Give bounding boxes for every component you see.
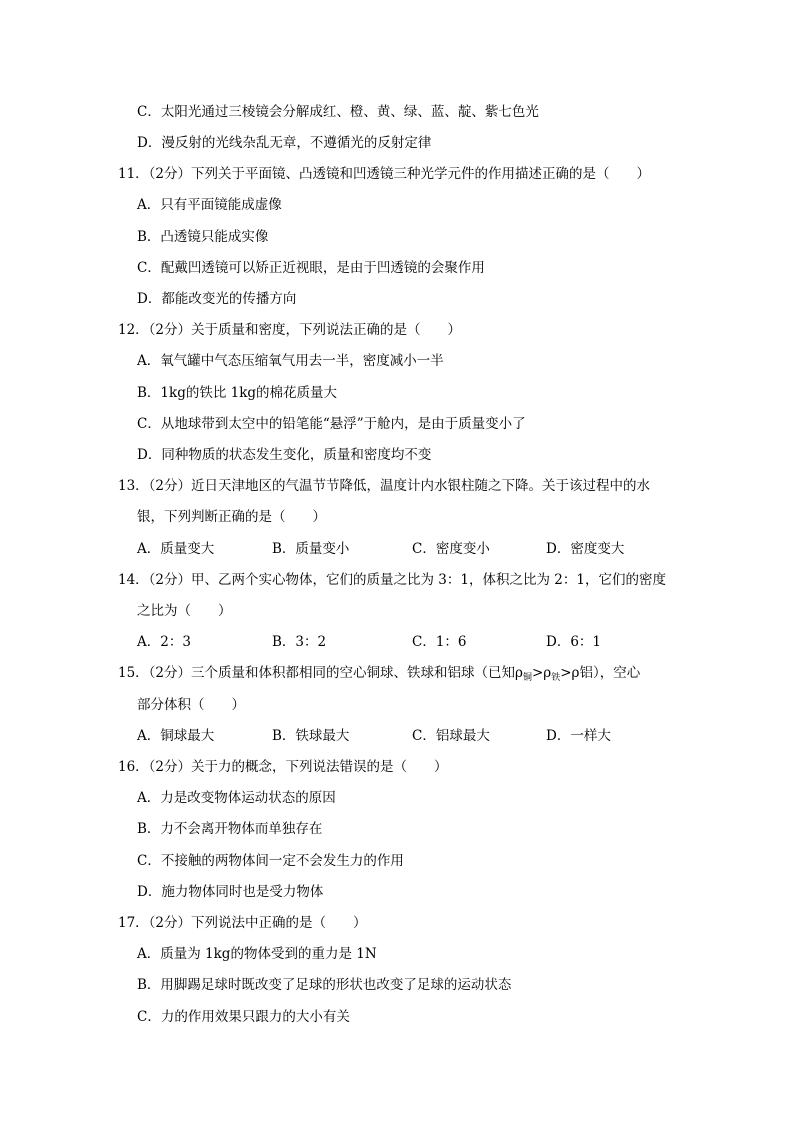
q15-stem-tail: ），空心 (592, 665, 641, 681)
q12-option-b: B．1kg的铁比 1kg的棉花质量大 (137, 385, 338, 401)
q16-option-c: C．不接触的两物体间一定不会发生力的作用 (137, 853, 404, 869)
rho-symbol: ρ (543, 665, 552, 681)
q13-stem-line2: 银，下列判断正确的是（ ） (137, 509, 326, 525)
q12-option-a: A．氧气罐中气态压缩氧气用去一半，密度减小一半 (137, 353, 444, 369)
q17-option-a: A．质量为 1kg的物体受到的重力是 1N (137, 946, 377, 962)
q10-option-d: D．漫反射的光线杂乱无章，不遵循光的反射定律 (137, 135, 432, 151)
q14-option-a: A．2：3 (137, 634, 191, 650)
greater-than: > (560, 665, 572, 681)
q12-option-d: D．同种物质的状态发生变化，质量和密度均不变 (137, 447, 432, 463)
q11-option-b: B．凸透镜只能成实像 (137, 229, 269, 245)
q13-stem-line1: 13．（2分）近日天津地区的气温节节降低，温度计内水银柱随之下降。关于该过程中的水 (118, 478, 651, 494)
q16-option-d: D．施力物体同时也是受力物体 (137, 884, 324, 900)
q15-stem-line1 (118, 664, 640, 687)
q12-stem: 12．（2分）关于质量和密度，下列说法正确的是（ ） (118, 322, 462, 338)
q17-option-b: B．用脚踢足球时既改变了足球的形状也改变了足球的运动状态 (137, 977, 512, 993)
q15-option-a: A．铜球最大 (137, 728, 215, 744)
q14-option-d: D．6：1 (546, 634, 602, 650)
q13-option-b: B．质量变小 (272, 541, 350, 557)
q13-option-c: C．密度变小 (412, 541, 490, 557)
q15-stem-text: 15．（2分）三个质量和体积都相同的空心铜球、铁球和铝球（已知ρ (118, 665, 523, 681)
q11-stem: 11．（2分）下列关于平面镜、凸透镜和凹透镜三种光学元件的作用描述正确的是（ ） (118, 166, 651, 182)
q14-stem-line1: 14．（2分）甲、乙两个实心物体，它们的质量之比为 3：1，体积之比为 2：1，它们的密度 (118, 572, 666, 588)
q16-stem: 16．（2分）关于力的概念，下列说法错误的是（ ） (118, 759, 448, 775)
q13-option-a: A．质量变大 (137, 541, 215, 557)
q15-option-d: D．一样大 (546, 728, 611, 744)
q11-option-a: A．只有平面镜能成虚像 (137, 197, 282, 213)
q10-option-c: C．太阳光通过三棱镜会分解成红、橙、黄、绿、蓝、靛、紫七色光 (137, 104, 539, 120)
q16-option-b: B．力不会离开物体而单独存在 (137, 821, 323, 837)
q17-stem: 17．（2分）下列说法中正确的是（ ） (118, 915, 367, 931)
q15-option-b: B．铁球最大 (272, 728, 350, 744)
q11-option-c: C．配戴凹透镜可以矫正近视眼，是由于凹透镜的会聚作用 (137, 260, 485, 276)
q14-stem-line2: 之比为（ ） (137, 603, 232, 619)
q14-option-b: B．3：2 (272, 634, 327, 650)
q11-option-d: D．都能改变光的传播方向 (137, 291, 297, 307)
q14-option-c: C．1：6 (412, 634, 467, 650)
q15-option-c: C．铝球最大 (412, 728, 490, 744)
q17-option-c: C．力的作用效果只跟力的大小有关 (137, 1009, 350, 1025)
copper-subscript: 铜 (522, 673, 532, 683)
q13-option-d: D．密度变大 (546, 541, 625, 557)
iron-subscript: 铁 (551, 673, 561, 683)
q12-option-c: C．从地球带到太空中的铅笔能“悬浮”于舱内，是由于质量变小了 (137, 416, 526, 432)
rho-symbol: ρ (571, 665, 580, 681)
q15-stem-line2: 部分体积（ ） (137, 697, 245, 713)
q16-option-a: A．力是改变物体运动状态的原因 (137, 790, 336, 806)
greater-than: > (531, 665, 544, 681)
aluminum-label: 铝 (579, 665, 593, 681)
